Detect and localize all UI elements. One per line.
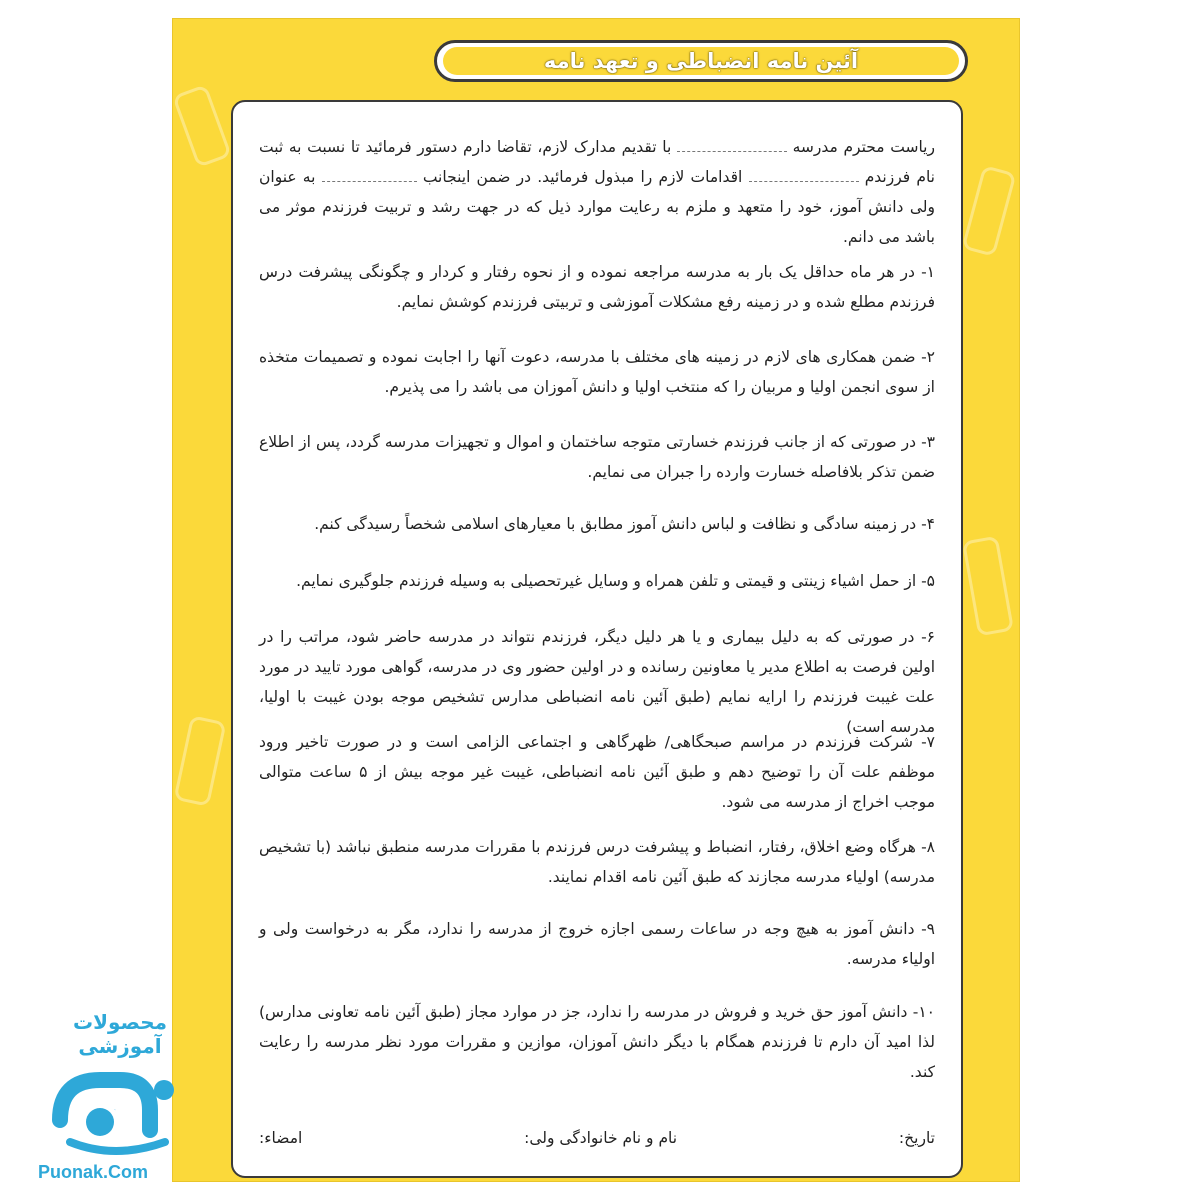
school-name-blank[interactable] — [677, 137, 787, 152]
intro-text: به عنوان — [259, 168, 316, 186]
intro-text: نام فرزندم — [864, 168, 935, 186]
rule-item: ۶- در صورتی که به دلیل بیماری و یا هر دلیل دیگر، فرزندم نتواند در مدرسه حاضر شود، مراتب را در اولین فرصت به اطلاع مدیر یا معاونین رسانده و در اولین حضور وی در مدرسه، گواهی مورد تایید در مورد علت غیبت فرزندم را ارایه نمایم (طبق آئین نامه انضباطی مدارس تشخیص موجه بودن غیبت با اولیا، مدرسه است) — [259, 628, 935, 736]
rule-item: ۹- دانش آموز به هیچ وجه در ساعات رسمی اجازه خروج از مدرسه را ندارد، مگر به درخواست ولی و اولیاء مدرسه. — [259, 920, 935, 968]
intro-text: اقدامات لازم را مبذول فرمائید. در ضمن اینجانب — [422, 168, 743, 186]
date-label: تاریخ: — [898, 1129, 935, 1147]
form-sheet — [172, 18, 1020, 1182]
brand-name: پونک — [114, 1110, 116, 1111]
title-banner — [434, 40, 968, 82]
watermark-tagline: محصولات آموزشی — [72, 1010, 168, 1058]
parent-name-blank[interactable] — [322, 167, 417, 182]
rule-item: ۲- ضمن همکاری های لازم در زمینه های مختلف با مدرسه، دعوت آنها را اجابت نموده و تصمیمات متخذه از سوی انجمن اولیا و مربیان را که منتخب اولیا و دانش آموزان می باشد را می پذیرم. — [259, 348, 935, 396]
intro-text: ولی دانش آموز، خود را متعهد و ملزم به رعایت موارد ذیل که در جهت رشد و تربیت فرزندم موثر می باشد می دانم. — [259, 198, 935, 246]
intro-text: ریاست محترم مدرسه — [792, 138, 935, 156]
decorative-doodle — [961, 165, 1016, 257]
form-card — [231, 100, 963, 1178]
decorative-doodle — [173, 715, 226, 807]
rule-item: ۳- در صورتی که از جانب فرزندم خسارتی متوجه ساختمان و اموال و تجهیزات مدرسه گردد، پس از اطلاع ضمن تذکر بلافاصله خسارت وارده را جبران می نمایم. — [259, 433, 935, 481]
rule-item: ۷- شرکت فرزندم در مراسم صبحگاهی/ ظهرگاهی و اجتماعی الزامی است و در صورت تاخیر ورود موظفم علت آن را توضیح دهم و طبق آئین نامه انضباطی، غیبت غیر موجه بیش از ۵ ساعت متوالی موجب اخراج از مدرسه می شود. — [259, 733, 935, 811]
decorative-doodle — [172, 84, 232, 168]
signature-label: امضاء: — [259, 1129, 303, 1147]
rule-item: ۱- در هر ماه حداقل یک بار به مدرسه مراجعه نموده و از نحوه رفتار و کردار و چگونگی پیشرفت درس فرزندم مطلع شده و در زمینه رفع مشکلات آموزشی و تربیتی فرزندم کوشش نمایم. — [259, 263, 935, 311]
signature-row — [259, 1129, 935, 1147]
decorative-doodle — [962, 536, 1014, 637]
rule-item: ۱۰- دانش آموز حق خرید و فروش در مدرسه را ندارد، جز در موارد مجاز (طبق آئین نامه تعاونی مدارس) لذا امید آن دارم تا فرزندم همگام با دیگر دانش آموزان، موازین و مقررات مورد نظر مدرسه را رعایت کند. — [259, 1003, 935, 1081]
rule-item: ۴- در زمینه سادگی و نظافت و لباس دانش آموز مطابق با معیارهای اسلامی شخصاً رسیدگی کنم. — [314, 515, 935, 533]
watermark-url: Puonak.Com — [38, 1162, 149, 1182]
rule-item: ۸- هرگاه وضع اخلاق، رفتار، انضباط و پیشرفت درس فرزندم با مقررات مدرسه منطبق نباشد (با تشخیص مدرسه) اولیاء مدرسه مجازند که طبق آئین نامه اقدام نمایند. — [259, 838, 935, 886]
child-name-blank[interactable] — [749, 167, 859, 182]
intro-text: با تقدیم مدارک لازم، تقاضا دارم دستور فرمائید تا نسبت به ثبت — [259, 138, 672, 156]
rule-item: ۵- از حمل اشیاء زینتی و قیمتی و تلفن همراه و وسایل غیرتحصیلی به وسیله فرزندم جلوگیری نمایم. — [296, 572, 935, 590]
brand-logo — [40, 1050, 190, 1160]
page-title: آئین نامه انضباطی و تعهد نامه — [443, 47, 959, 75]
parent-name-label: نام و نام خانوادگی ولی: — [524, 1129, 678, 1147]
intro-paragraph — [259, 132, 935, 252]
